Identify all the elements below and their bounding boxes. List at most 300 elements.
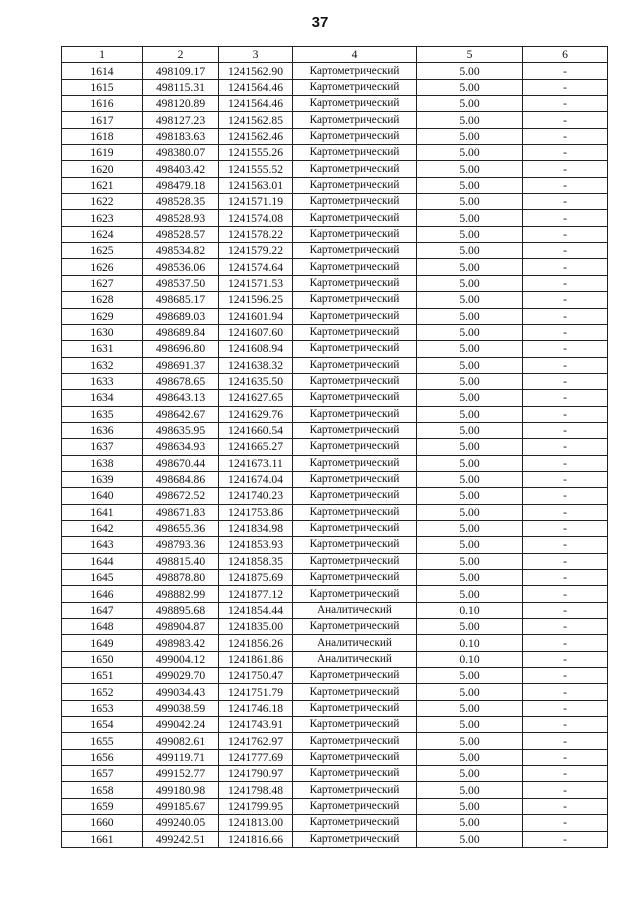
accuracy-cell: 5.00 bbox=[417, 488, 523, 504]
accuracy-cell: 5.00 bbox=[417, 63, 523, 79]
method-cell: Картометрический bbox=[293, 570, 417, 586]
x-coordinate-cell: 499029.70 bbox=[143, 668, 219, 684]
method-cell: Картометрический bbox=[293, 161, 417, 177]
x-coordinate-cell: 498115.31 bbox=[143, 79, 219, 95]
note-cell: - bbox=[523, 798, 608, 814]
page-number: 37 bbox=[311, 14, 329, 31]
point-number-cell: 1632 bbox=[62, 357, 143, 373]
y-coordinate-cell: 1241596.25 bbox=[219, 292, 293, 308]
method-cell: Картометрический bbox=[293, 63, 417, 79]
x-coordinate-cell: 498528.93 bbox=[143, 210, 219, 226]
x-coordinate-cell: 499034.43 bbox=[143, 684, 219, 700]
method-cell: Картометрический bbox=[293, 308, 417, 324]
accuracy-cell: 0.10 bbox=[417, 635, 523, 651]
note-cell: - bbox=[523, 766, 608, 782]
note-cell: - bbox=[523, 373, 608, 389]
method-cell: Картометрический bbox=[293, 79, 417, 95]
note-cell: - bbox=[523, 341, 608, 357]
x-coordinate-cell: 498689.84 bbox=[143, 324, 219, 340]
accuracy-cell: 5.00 bbox=[417, 390, 523, 406]
y-coordinate-cell: 1241743.91 bbox=[219, 717, 293, 733]
x-coordinate-cell: 498793.36 bbox=[143, 537, 219, 553]
accuracy-cell: 5.00 bbox=[417, 259, 523, 275]
accuracy-cell: 5.00 bbox=[417, 782, 523, 798]
x-coordinate-cell: 498479.18 bbox=[143, 177, 219, 193]
table-row bbox=[62, 292, 608, 308]
column-header: 5 bbox=[417, 47, 523, 63]
accuracy-cell: 5.00 bbox=[417, 684, 523, 700]
point-number-cell: 1651 bbox=[62, 668, 143, 684]
point-number-cell: 1635 bbox=[62, 406, 143, 422]
method-cell: Картометрический bbox=[293, 226, 417, 242]
note-cell: - bbox=[523, 717, 608, 733]
note-cell: - bbox=[523, 226, 608, 242]
table-row bbox=[62, 79, 608, 95]
table-row bbox=[62, 717, 608, 733]
table-row bbox=[62, 831, 608, 847]
note-cell: - bbox=[523, 619, 608, 635]
point-number-cell: 1648 bbox=[62, 619, 143, 635]
table-row bbox=[62, 700, 608, 716]
method-cell: Картометрический bbox=[293, 488, 417, 504]
point-number-cell: 1619 bbox=[62, 145, 143, 161]
note-cell: - bbox=[523, 570, 608, 586]
y-coordinate-cell: 1241665.27 bbox=[219, 439, 293, 455]
accuracy-cell: 5.00 bbox=[417, 79, 523, 95]
method-cell: Картометрический bbox=[293, 324, 417, 340]
y-coordinate-cell: 1241607.60 bbox=[219, 324, 293, 340]
table-row bbox=[62, 782, 608, 798]
table-row bbox=[62, 259, 608, 275]
point-number-cell: 1623 bbox=[62, 210, 143, 226]
note-cell: - bbox=[523, 79, 608, 95]
y-coordinate-cell: 1241574.64 bbox=[219, 259, 293, 275]
table-row bbox=[62, 619, 608, 635]
accuracy-cell: 5.00 bbox=[417, 749, 523, 765]
method-cell: Картометрический bbox=[293, 373, 417, 389]
method-cell: Картометрический bbox=[293, 831, 417, 847]
note-cell: - bbox=[523, 520, 608, 536]
x-coordinate-cell: 498672.52 bbox=[143, 488, 219, 504]
x-coordinate-cell: 499180.98 bbox=[143, 782, 219, 798]
note-cell: - bbox=[523, 651, 608, 667]
note-cell: - bbox=[523, 537, 608, 553]
method-cell: Аналитический bbox=[293, 635, 417, 651]
y-coordinate-cell: 1241601.94 bbox=[219, 308, 293, 324]
note-cell: - bbox=[523, 422, 608, 438]
y-coordinate-cell: 1241813.00 bbox=[219, 815, 293, 831]
point-number-cell: 1658 bbox=[62, 782, 143, 798]
point-number-cell: 1652 bbox=[62, 684, 143, 700]
table-row bbox=[62, 586, 608, 602]
method-cell: Картометрический bbox=[293, 782, 417, 798]
table-row bbox=[62, 733, 608, 749]
note-cell: - bbox=[523, 439, 608, 455]
accuracy-cell: 5.00 bbox=[417, 504, 523, 520]
accuracy-cell: 5.00 bbox=[417, 439, 523, 455]
table-row bbox=[62, 553, 608, 569]
point-number-cell: 1617 bbox=[62, 112, 143, 128]
method-cell: Картометрический bbox=[293, 128, 417, 144]
note-cell: - bbox=[523, 406, 608, 422]
method-cell: Аналитический bbox=[293, 651, 417, 667]
method-cell: Картометрический bbox=[293, 177, 417, 193]
column-header: 3 bbox=[219, 47, 293, 63]
table-row bbox=[62, 373, 608, 389]
accuracy-cell: 5.00 bbox=[417, 798, 523, 814]
note-cell: - bbox=[523, 145, 608, 161]
method-cell: Картометрический bbox=[293, 815, 417, 831]
accuracy-cell: 5.00 bbox=[417, 96, 523, 112]
y-coordinate-cell: 1241750.47 bbox=[219, 668, 293, 684]
table-row bbox=[62, 635, 608, 651]
point-number-cell: 1630 bbox=[62, 324, 143, 340]
table-row bbox=[62, 766, 608, 782]
accuracy-cell: 5.00 bbox=[417, 422, 523, 438]
y-coordinate-cell: 1241571.53 bbox=[219, 275, 293, 291]
note-cell: - bbox=[523, 749, 608, 765]
point-number-cell: 1640 bbox=[62, 488, 143, 504]
x-coordinate-cell: 499038.59 bbox=[143, 700, 219, 716]
point-number-cell: 1661 bbox=[62, 831, 143, 847]
x-coordinate-cell: 498882.99 bbox=[143, 586, 219, 602]
y-coordinate-cell: 1241579.22 bbox=[219, 243, 293, 259]
column-header: 4 bbox=[293, 47, 417, 63]
accuracy-cell: 5.00 bbox=[417, 357, 523, 373]
table-row bbox=[62, 570, 608, 586]
point-number-cell: 1656 bbox=[62, 749, 143, 765]
table-row bbox=[62, 145, 608, 161]
note-cell: - bbox=[523, 275, 608, 291]
accuracy-cell: 0.10 bbox=[417, 651, 523, 667]
x-coordinate-cell: 498120.89 bbox=[143, 96, 219, 112]
note-cell: - bbox=[523, 700, 608, 716]
x-coordinate-cell: 499004.12 bbox=[143, 651, 219, 667]
table-row bbox=[62, 504, 608, 520]
x-coordinate-cell: 498380.07 bbox=[143, 145, 219, 161]
point-number-cell: 1625 bbox=[62, 243, 143, 259]
method-cell: Картометрический bbox=[293, 194, 417, 210]
table-row bbox=[62, 406, 608, 422]
table-row bbox=[62, 63, 608, 79]
note-cell: - bbox=[523, 504, 608, 520]
x-coordinate-cell: 498634.93 bbox=[143, 439, 219, 455]
x-coordinate-cell: 498536.06 bbox=[143, 259, 219, 275]
accuracy-cell: 5.00 bbox=[417, 226, 523, 242]
point-number-cell: 1644 bbox=[62, 553, 143, 569]
method-cell: Картометрический bbox=[293, 537, 417, 553]
accuracy-cell: 5.00 bbox=[417, 292, 523, 308]
note-cell: - bbox=[523, 553, 608, 569]
note-cell: - bbox=[523, 96, 608, 112]
accuracy-cell: 5.00 bbox=[417, 112, 523, 128]
note-cell: - bbox=[523, 733, 608, 749]
accuracy-cell: 5.00 bbox=[417, 815, 523, 831]
x-coordinate-cell: 498684.86 bbox=[143, 471, 219, 487]
table-body bbox=[62, 63, 608, 848]
note-cell: - bbox=[523, 259, 608, 275]
y-coordinate-cell: 1241673.11 bbox=[219, 455, 293, 471]
method-cell: Аналитический bbox=[293, 602, 417, 618]
point-number-cell: 1626 bbox=[62, 259, 143, 275]
accuracy-cell: 5.00 bbox=[417, 520, 523, 536]
x-coordinate-cell: 499242.51 bbox=[143, 831, 219, 847]
method-cell: Картометрический bbox=[293, 700, 417, 716]
x-coordinate-cell: 498685.17 bbox=[143, 292, 219, 308]
y-coordinate-cell: 1241555.26 bbox=[219, 145, 293, 161]
table-row bbox=[62, 210, 608, 226]
note-cell: - bbox=[523, 128, 608, 144]
x-coordinate-cell: 498655.36 bbox=[143, 520, 219, 536]
note-cell: - bbox=[523, 684, 608, 700]
point-number-cell: 1616 bbox=[62, 96, 143, 112]
accuracy-cell: 5.00 bbox=[417, 275, 523, 291]
point-number-cell: 1639 bbox=[62, 471, 143, 487]
point-number-cell: 1614 bbox=[62, 63, 143, 79]
method-cell: Картометрический bbox=[293, 292, 417, 308]
point-number-cell: 1646 bbox=[62, 586, 143, 602]
method-cell: Картометрический bbox=[293, 406, 417, 422]
point-number-cell: 1615 bbox=[62, 79, 143, 95]
x-coordinate-cell: 499082.61 bbox=[143, 733, 219, 749]
method-cell: Картометрический bbox=[293, 390, 417, 406]
y-coordinate-cell: 1241638.32 bbox=[219, 357, 293, 373]
table-row bbox=[62, 161, 608, 177]
point-number-cell: 1642 bbox=[62, 520, 143, 536]
point-number-cell: 1649 bbox=[62, 635, 143, 651]
x-coordinate-cell: 498183.63 bbox=[143, 128, 219, 144]
y-coordinate-cell: 1241790.97 bbox=[219, 766, 293, 782]
note-cell: - bbox=[523, 668, 608, 684]
note-cell: - bbox=[523, 602, 608, 618]
accuracy-cell: 5.00 bbox=[417, 194, 523, 210]
y-coordinate-cell: 1241746.18 bbox=[219, 700, 293, 716]
accuracy-cell: 5.00 bbox=[417, 586, 523, 602]
accuracy-cell: 5.00 bbox=[417, 308, 523, 324]
table-row bbox=[62, 226, 608, 242]
point-number-cell: 1631 bbox=[62, 341, 143, 357]
y-coordinate-cell: 1241555.52 bbox=[219, 161, 293, 177]
x-coordinate-cell: 499119.71 bbox=[143, 749, 219, 765]
table-row bbox=[62, 341, 608, 357]
note-cell: - bbox=[523, 455, 608, 471]
point-number-cell: 1622 bbox=[62, 194, 143, 210]
point-number-cell: 1655 bbox=[62, 733, 143, 749]
column-header: 6 bbox=[523, 47, 608, 63]
x-coordinate-cell: 498403.42 bbox=[143, 161, 219, 177]
note-cell: - bbox=[523, 112, 608, 128]
x-coordinate-cell: 498642.67 bbox=[143, 406, 219, 422]
table-row bbox=[62, 308, 608, 324]
note-cell: - bbox=[523, 815, 608, 831]
method-cell: Картометрический bbox=[293, 619, 417, 635]
table-row bbox=[62, 651, 608, 667]
table-row bbox=[62, 668, 608, 684]
accuracy-cell: 5.00 bbox=[417, 177, 523, 193]
accuracy-cell: 5.00 bbox=[417, 128, 523, 144]
method-cell: Картометрический bbox=[293, 798, 417, 814]
method-cell: Картометрический bbox=[293, 749, 417, 765]
y-coordinate-cell: 1241578.22 bbox=[219, 226, 293, 242]
point-number-cell: 1650 bbox=[62, 651, 143, 667]
point-number-cell: 1660 bbox=[62, 815, 143, 831]
x-coordinate-cell: 498528.57 bbox=[143, 226, 219, 242]
table-row bbox=[62, 520, 608, 536]
point-number-cell: 1641 bbox=[62, 504, 143, 520]
accuracy-cell: 5.00 bbox=[417, 766, 523, 782]
point-number-cell: 1647 bbox=[62, 602, 143, 618]
accuracy-cell: 5.00 bbox=[417, 341, 523, 357]
table-header-row bbox=[62, 47, 608, 63]
accuracy-cell: 5.00 bbox=[417, 406, 523, 422]
accuracy-cell: 5.00 bbox=[417, 471, 523, 487]
x-coordinate-cell: 498904.87 bbox=[143, 619, 219, 635]
point-number-cell: 1657 bbox=[62, 766, 143, 782]
x-coordinate-cell: 498983.42 bbox=[143, 635, 219, 651]
x-coordinate-cell: 498696.80 bbox=[143, 341, 219, 357]
note-cell: - bbox=[523, 586, 608, 602]
note-cell: - bbox=[523, 243, 608, 259]
accuracy-cell: 5.00 bbox=[417, 145, 523, 161]
method-cell: Картометрический bbox=[293, 766, 417, 782]
point-number-cell: 1654 bbox=[62, 717, 143, 733]
method-cell: Картометрический bbox=[293, 553, 417, 569]
method-cell: Картометрический bbox=[293, 520, 417, 536]
x-coordinate-cell: 498109.17 bbox=[143, 63, 219, 79]
y-coordinate-cell: 1241627.65 bbox=[219, 390, 293, 406]
method-cell: Картометрический bbox=[293, 668, 417, 684]
method-cell: Картометрический bbox=[293, 455, 417, 471]
note-cell: - bbox=[523, 488, 608, 504]
x-coordinate-cell: 498671.83 bbox=[143, 504, 219, 520]
table-row bbox=[62, 96, 608, 112]
x-coordinate-cell: 498815.40 bbox=[143, 553, 219, 569]
y-coordinate-cell: 1241816.66 bbox=[219, 831, 293, 847]
x-coordinate-cell: 498127.23 bbox=[143, 112, 219, 128]
y-coordinate-cell: 1241660.54 bbox=[219, 422, 293, 438]
method-cell: Картометрический bbox=[293, 259, 417, 275]
x-coordinate-cell: 498670.44 bbox=[143, 455, 219, 471]
point-number-cell: 1643 bbox=[62, 537, 143, 553]
method-cell: Картометрический bbox=[293, 243, 417, 259]
table-row bbox=[62, 471, 608, 487]
point-number-cell: 1634 bbox=[62, 390, 143, 406]
accuracy-cell: 5.00 bbox=[417, 373, 523, 389]
point-number-cell: 1636 bbox=[62, 422, 143, 438]
accuracy-cell: 5.00 bbox=[417, 537, 523, 553]
x-coordinate-cell: 498691.37 bbox=[143, 357, 219, 373]
method-cell: Картометрический bbox=[293, 145, 417, 161]
y-coordinate-cell: 1241856.26 bbox=[219, 635, 293, 651]
note-cell: - bbox=[523, 177, 608, 193]
table-row bbox=[62, 439, 608, 455]
x-coordinate-cell: 498878.80 bbox=[143, 570, 219, 586]
point-number-cell: 1637 bbox=[62, 439, 143, 455]
accuracy-cell: 5.00 bbox=[417, 324, 523, 340]
method-cell: Картометрический bbox=[293, 717, 417, 733]
y-coordinate-cell: 1241571.19 bbox=[219, 194, 293, 210]
point-number-cell: 1624 bbox=[62, 226, 143, 242]
accuracy-cell: 5.00 bbox=[417, 243, 523, 259]
method-cell: Картометрический bbox=[293, 471, 417, 487]
note-cell: - bbox=[523, 194, 608, 210]
x-coordinate-cell: 499185.67 bbox=[143, 798, 219, 814]
y-coordinate-cell: 1241799.95 bbox=[219, 798, 293, 814]
point-number-cell: 1653 bbox=[62, 700, 143, 716]
x-coordinate-cell: 498895.68 bbox=[143, 602, 219, 618]
method-cell: Картометрический bbox=[293, 112, 417, 128]
y-coordinate-cell: 1241562.46 bbox=[219, 128, 293, 144]
accuracy-cell: 5.00 bbox=[417, 553, 523, 569]
x-coordinate-cell: 498534.82 bbox=[143, 243, 219, 259]
y-coordinate-cell: 1241740.23 bbox=[219, 488, 293, 504]
y-coordinate-cell: 1241875.69 bbox=[219, 570, 293, 586]
x-coordinate-cell: 499240.05 bbox=[143, 815, 219, 831]
y-coordinate-cell: 1241563.01 bbox=[219, 177, 293, 193]
x-coordinate-cell: 498528.35 bbox=[143, 194, 219, 210]
table-row bbox=[62, 488, 608, 504]
note-cell: - bbox=[523, 471, 608, 487]
method-cell: Картометрический bbox=[293, 733, 417, 749]
method-cell: Картометрический bbox=[293, 504, 417, 520]
x-coordinate-cell: 499152.77 bbox=[143, 766, 219, 782]
column-header: 2 bbox=[143, 47, 219, 63]
accuracy-cell: 5.00 bbox=[417, 161, 523, 177]
table-row bbox=[62, 112, 608, 128]
table-row bbox=[62, 128, 608, 144]
y-coordinate-cell: 1241564.46 bbox=[219, 79, 293, 95]
point-number-cell: 1659 bbox=[62, 798, 143, 814]
y-coordinate-cell: 1241762.97 bbox=[219, 733, 293, 749]
y-coordinate-cell: 1241753.86 bbox=[219, 504, 293, 520]
note-cell: - bbox=[523, 635, 608, 651]
table-row bbox=[62, 422, 608, 438]
y-coordinate-cell: 1241854.44 bbox=[219, 602, 293, 618]
point-number-cell: 1627 bbox=[62, 275, 143, 291]
table-row bbox=[62, 602, 608, 618]
y-coordinate-cell: 1241877.12 bbox=[219, 586, 293, 602]
y-coordinate-cell: 1241629.76 bbox=[219, 406, 293, 422]
point-number-cell: 1618 bbox=[62, 128, 143, 144]
y-coordinate-cell: 1241777.69 bbox=[219, 749, 293, 765]
note-cell: - bbox=[523, 324, 608, 340]
method-cell: Картометрический bbox=[293, 210, 417, 226]
table-row bbox=[62, 194, 608, 210]
table-row bbox=[62, 815, 608, 831]
accuracy-cell: 5.00 bbox=[417, 831, 523, 847]
note-cell: - bbox=[523, 161, 608, 177]
method-cell: Картометрический bbox=[293, 96, 417, 112]
x-coordinate-cell: 498689.03 bbox=[143, 308, 219, 324]
y-coordinate-cell: 1241635.50 bbox=[219, 373, 293, 389]
y-coordinate-cell: 1241608.94 bbox=[219, 341, 293, 357]
y-coordinate-cell: 1241861.86 bbox=[219, 651, 293, 667]
y-coordinate-cell: 1241834.98 bbox=[219, 520, 293, 536]
point-number-cell: 1629 bbox=[62, 308, 143, 324]
note-cell: - bbox=[523, 308, 608, 324]
table-row bbox=[62, 324, 608, 340]
note-cell: - bbox=[523, 831, 608, 847]
method-cell: Картометрический bbox=[293, 357, 417, 373]
y-coordinate-cell: 1241835.00 bbox=[219, 619, 293, 635]
y-coordinate-cell: 1241751.79 bbox=[219, 684, 293, 700]
accuracy-cell: 5.00 bbox=[417, 455, 523, 471]
method-cell: Картометрический bbox=[293, 341, 417, 357]
y-coordinate-cell: 1241798.48 bbox=[219, 782, 293, 798]
method-cell: Картометрический bbox=[293, 684, 417, 700]
x-coordinate-cell: 498537.50 bbox=[143, 275, 219, 291]
accuracy-cell: 5.00 bbox=[417, 668, 523, 684]
